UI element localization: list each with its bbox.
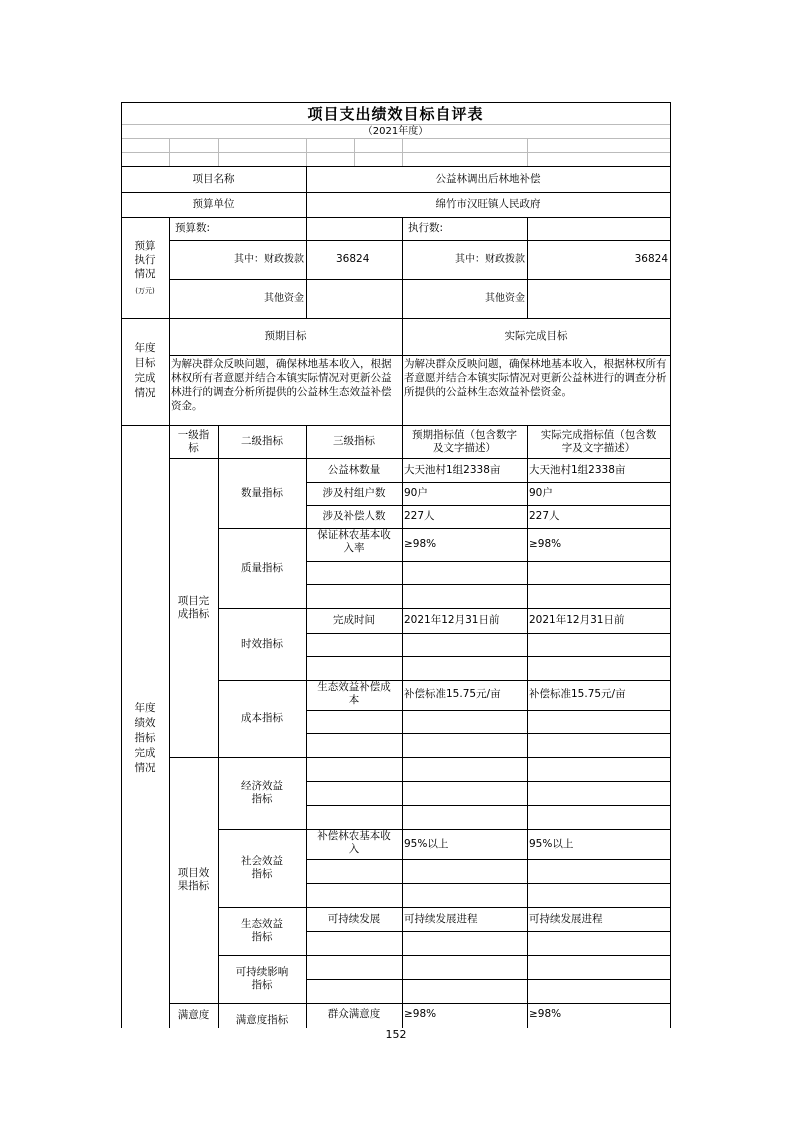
quantity-indicator: 数量指标 [241, 486, 283, 499]
fiscal-label-budget: 其中：财政拨款 [234, 254, 304, 265]
cost-indicator: 成本指标 [241, 712, 283, 724]
row-c1-name: 生态效益补偿成 本 [317, 681, 391, 706]
row-q3-name: 涉及补偿人数 [322, 510, 386, 522]
execute-amount-label: 执行数: [408, 222, 444, 234]
form-title: 项目支出绩效目标自评表 [307, 104, 484, 123]
row-ql1-name: 保证林农基本收 入率 [317, 529, 391, 554]
quality-indicator: 质量指标 [241, 561, 283, 574]
sustainable-impact-indicator: 可持续影响 指标 [235, 966, 289, 991]
row-sat1-name: 群众满意度 [327, 1007, 381, 1020]
row-q3-expected: 227人 [404, 510, 435, 522]
row-t1-name: 完成时间 [333, 614, 375, 626]
project-name-value: 公益林调出后林地补偿 [435, 172, 541, 185]
budget-unit-note: (万元) [135, 286, 155, 295]
fiscal-label-execute: 其中：财政拨款 [455, 254, 525, 265]
actual-goal-text: 为解决群众反映问题，确保林地基本收入，根据林权所有者意愿并结合本镇实际情况对更新公益林进行的调查分析所提供的公益林生态效益补偿资金。 [404, 358, 667, 398]
row-sat1-expected: ≥98% [404, 1007, 437, 1020]
row-q3-actual: 227人 [529, 510, 560, 522]
satisfaction-indicator: 满意度指标 [235, 1014, 289, 1026]
expected-goal-header: 预期目标 [264, 330, 307, 342]
budget-amount-label: 预算数: [175, 222, 211, 234]
header-level3: 三级指标 [333, 435, 375, 447]
expected-goal-text: 为解决群众反映问题，确保林地基本收入，根据林权所有者意愿并结合本镇实际情况对更新公益林进行的调查分析所提供的公益林生态效益补偿资金。 [171, 358, 392, 412]
row-e1-expected: 可持续发展进程 [404, 912, 478, 925]
row-s1-name: 补偿林农基本收 入 [317, 830, 391, 855]
row-q1-expected: 大天池村1组2338亩 [404, 463, 501, 476]
row-e1-actual: 可持续发展进程 [529, 912, 603, 925]
header-actual-value: 实际完成指标值（包含数 字及文字描述） [540, 428, 657, 454]
social-benefit-indicator: 社会效益 指标 [241, 855, 283, 880]
budget-unit-value: 绵竹市汉旺镇人民政府 [435, 198, 541, 210]
row-s1-actual: 95%以上 [529, 838, 574, 850]
row-ql1-expected: ≥98% [404, 538, 437, 550]
ecological-benefit-indicator: 生态效益 指标 [241, 918, 283, 943]
row-q1-name: 公益林数量 [327, 463, 381, 476]
row-t1-expected: 2021年12月31日前 [404, 614, 500, 626]
group-satisfaction-indicators: 满意度 [177, 1009, 210, 1021]
economic-benefit-indicator: 经济效益 指标 [241, 780, 283, 805]
row-c1-actual: 补偿标准15.75元/亩 [529, 688, 626, 700]
row-sat1-actual: ≥98% [529, 1007, 562, 1020]
row-ql1-actual: ≥98% [529, 538, 562, 550]
row-q2-actual: 90户 [529, 487, 553, 499]
header-level1: 一级指 标 [177, 428, 210, 454]
row-e1-name: 可持续发展 [327, 912, 381, 925]
row-q2-name: 涉及村组户数 [322, 487, 386, 499]
budget-section-label: 预算 执行 情况 [134, 240, 156, 280]
actual-goal-header: 实际完成目标 [504, 330, 568, 342]
other-funds-label-budget: 其他资金 [264, 293, 304, 304]
row-c1-expected: 补偿标准15.75元/亩 [404, 688, 501, 700]
project-name-label: 项目名称 [192, 172, 235, 185]
group-effect-indicators: 项目效 果指标 [177, 867, 210, 892]
other-funds-label-execute: 其他资金 [485, 293, 525, 304]
form-year: （2021年度） [362, 125, 429, 137]
row-q1-actual: 大天池村1组2338亩 [529, 463, 626, 476]
annual-goal-section-label: 年度 目标 完成 情况 [134, 342, 156, 399]
row-q2-expected: 90户 [404, 487, 428, 499]
fiscal-budget-value: 36824 [336, 253, 370, 265]
timeliness-indicator: 时效指标 [241, 637, 283, 650]
row-t1-actual: 2021年12月31日前 [529, 614, 625, 626]
header-level2: 二级指标 [241, 435, 283, 447]
row-s1-expected: 95%以上 [404, 838, 449, 850]
budget-unit-label: 预算单位 [192, 198, 235, 210]
group-completion-indicators: 项目完 成指标 [177, 594, 210, 620]
indicators-section-label: 年度 绩效 指标 完成 情况 [134, 701, 156, 774]
header-expected-value: 预期指标值（包含数字 及文字描述） [412, 428, 517, 454]
fiscal-execute-value: 36824 [634, 253, 668, 265]
page-number: 152 [385, 1027, 407, 1041]
